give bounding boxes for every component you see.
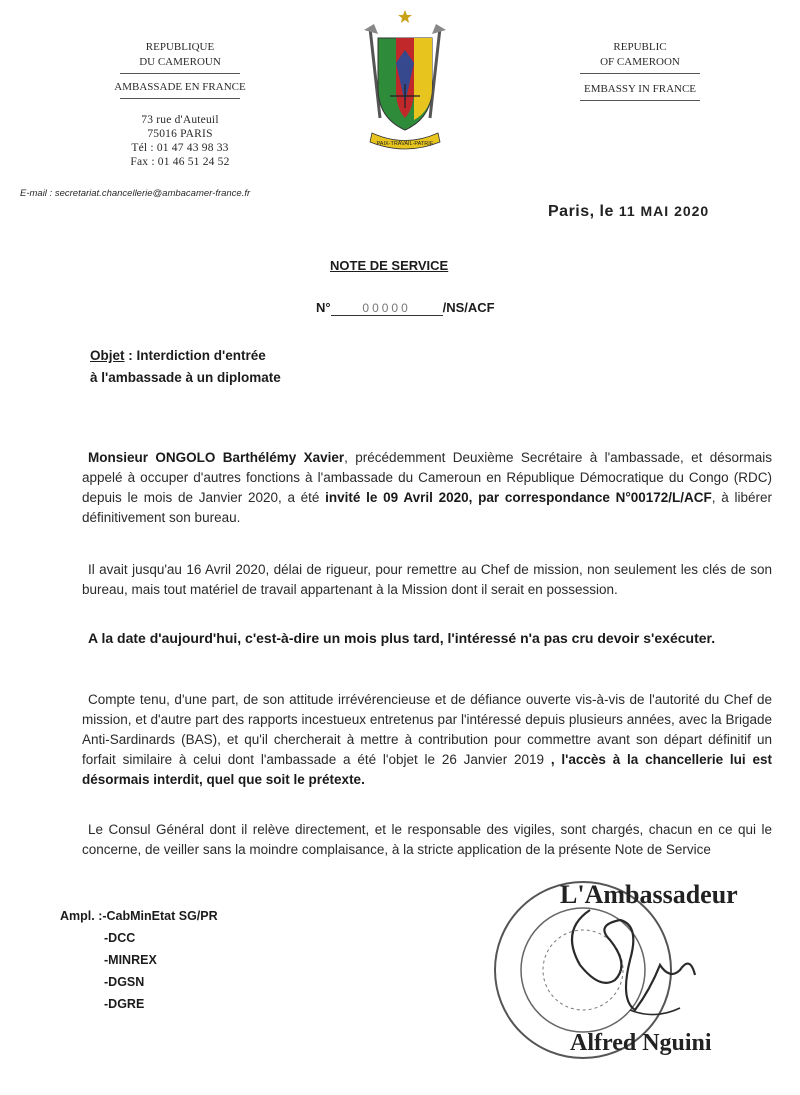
address-block <box>30 113 330 169</box>
number-value: 00000 <box>331 301 443 316</box>
paragraph-3 <box>82 628 772 648</box>
document-number <box>316 300 495 316</box>
header-right-line2: OF CAMEROON <box>600 56 680 68</box>
distribution-item: -DGSN <box>104 975 145 989</box>
address-city: 75016 PARIS <box>147 128 213 140</box>
distribution-item: -MINREX <box>104 953 157 967</box>
paragraph-2 <box>82 560 772 600</box>
paragraph-4 <box>82 690 772 790</box>
emblem-motto: PAIX-TRAVAIL-PATRIE <box>376 141 434 147</box>
distribution-item: -DCC <box>104 931 136 945</box>
divider <box>120 73 240 74</box>
date-place: Paris, le <box>548 203 614 220</box>
number-suffix: /NS/ACF <box>442 300 495 315</box>
paragraph-5 <box>82 820 772 860</box>
header-left-line3: AMBASSADE EN FRANCE <box>114 81 246 93</box>
header-left-line2: DU CAMEROUN <box>139 56 221 68</box>
coat-of-arms-icon <box>350 8 460 158</box>
divider <box>120 98 240 99</box>
distribution-list <box>60 905 218 1015</box>
paragraph-1 <box>82 448 772 528</box>
address-street: 73 rue d'Auteuil <box>141 114 219 126</box>
header-left <box>20 40 330 199</box>
header-right-line3: EMBASSY IN FRANCE <box>583 83 697 95</box>
date-line <box>548 203 709 221</box>
paragraph-4-bold: , l'accès à la chancellerie lui est désormais interdit, quel que soit le prétexte. <box>82 752 772 787</box>
paragraph-3-text: A la date d'aujourd'hui, c'est-à-dire un mois plus tard, l'intéressé n'a pas cru devoir s'exécuter. <box>88 630 716 646</box>
paragraph-5-text: Le Consul Général dont il relève directement, et le responsable des vigiles, sont chargés, chacun en ce qui le concerne, de veiller sans la moindre complaisance, à la stricte application de la présente Note de Service <box>82 822 772 857</box>
email: E-mail : secretariat.chancellerie@ambacamer-france.fr <box>20 188 251 199</box>
paragraph-1-text3: , à libérer définitivement son bureau. <box>82 490 772 525</box>
divider <box>580 100 700 101</box>
signatory-title: L'Ambassadeur <box>560 880 738 909</box>
header-right <box>540 40 740 109</box>
subject <box>90 345 281 389</box>
header-left-line1: REPUBLIQUE <box>145 41 215 53</box>
subject-label: Objet <box>90 348 125 363</box>
fax: Fax : 01 46 51 24 52 <box>130 156 230 168</box>
number-prefix: N° <box>316 300 331 315</box>
date-value: 11 MAI 2020 <box>618 203 710 219</box>
paragraph-1-text1: , précédemment Deuxième Secrétaire à l'ambassade, et désormais appelé à occuper d'autres fonctions à l'ambassade du Cameroun en République Démocratique du Congo (RDC) depuis le mois de Janvier 2020, a été <box>82 450 772 505</box>
distribution-label: Ampl. :-CabMinEtat SG/PR <box>60 909 218 923</box>
paragraph-4-text: Compte tenu, d'une part, de son attitude irrévérencieuse et de défiance ouverte vis-à-vis de l'autorité du Chef de mission, et d'autre part des rapports incestueux entretenus par l'intéressé depuis plusieurs années, avec la Brigade Anti-Sardinards (BAS), et qu'il chercherait à mettre à contribution pour commettre avant son départ définitif un forfait similaire à celui dont l'ambassade a été l'objet le 26 Janvier 2019 <box>82 692 772 767</box>
document-title: NOTE DE SERVICE <box>330 258 449 273</box>
signatory-name: Alfred Nguini <box>570 1030 712 1056</box>
subject-line1: : Interdiction d'entrée <box>124 348 266 363</box>
paragraph-2-text: Il avait jusqu'au 16 Avril 2020, délai de rigueur, pour remettre au Chef de mission, non seulement les clés de son bureau, mais tout matériel de travail appartenant à la Mission dont il serait en possession. <box>82 562 772 597</box>
person-name: Monsieur ONGOLO Barthélémy Xavier <box>88 450 345 465</box>
phone: Tél : 01 47 43 98 33 <box>131 142 229 154</box>
header-right-line1: REPUBLIC <box>613 41 667 53</box>
distribution-item: -DGRE <box>104 997 145 1011</box>
divider <box>580 73 700 74</box>
subject-line2: à l'ambassade à un diplomate <box>90 370 281 385</box>
paragraph-1-bold: invité le 09 Avril 2020, par correspondance N°00172/L/ACF <box>325 490 712 505</box>
